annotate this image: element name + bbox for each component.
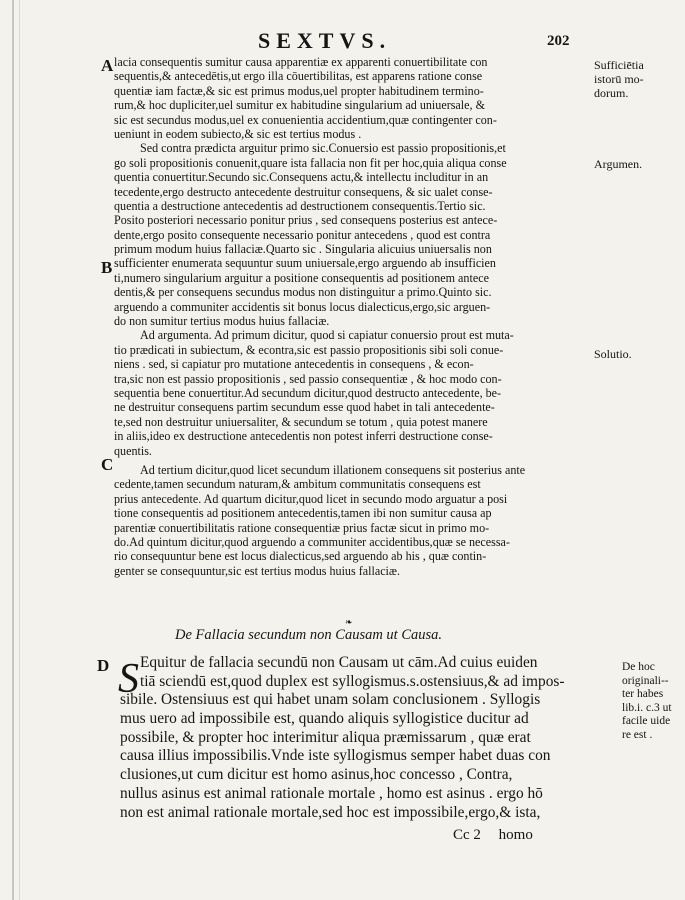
text-line: clusiones,ut cum dicitur est homo asinus,hoc concesso , Contra,: [120, 766, 513, 784]
second-text-column: [120, 654, 590, 822]
paragraph-argumenta-contra: [114, 141, 588, 328]
margin-note-line: Solutio.: [594, 347, 632, 361]
margin-note-line: Sufficiētia: [594, 58, 644, 72]
text-line: tio prædicati in subiectum, & econtra,sic est passio propositionis sibi soli conue-: [114, 342, 504, 357]
margin-note-de-hoc: [622, 661, 682, 743]
text-line: tecedente,ergo destructo antecedente destruitur consequens, & sic ualet conse-: [114, 184, 493, 199]
section-letter-c: C: [101, 455, 114, 474]
text-line: mus uero ad impossibile est, quando aliquis syllogistice ducitur ad: [120, 710, 529, 728]
margin-note-line: re est .: [622, 728, 653, 741]
paragraph-ad-tertium: [114, 463, 588, 578]
text-line: ne destruitur consequens partim secundum esse quod habet in tali antecedente-: [114, 400, 495, 415]
margin-note-line: Argumen.: [594, 157, 643, 171]
text-line: sequentia bene conuertitur.Ad secundum dicitur,quod destructo antecedente, be-: [114, 385, 502, 400]
text-line: prius antecedente. Ad quartum dicitur,quod licet in secundo modo arguatur a posi: [114, 491, 508, 506]
margin-note-line: lib.i. c.3 ut: [622, 701, 672, 714]
text-line: rum,& hoc dupliciter,uel sumitur ex habitudine singularium ad uniuersale, &: [114, 98, 485, 113]
text-line: dentis,& per consequens secundus modus non distinguitur a primo.Quinto sic.: [114, 285, 492, 300]
text-line: sic est secundus modus,uel ex conuenientia accidentium,quæ contingenter con-: [114, 112, 497, 127]
paragraph-causa-apparentiae: [114, 55, 588, 141]
section-heading: De Fallacia secundum non Causam ut Causa.: [175, 627, 443, 643]
fleuron-ornament: ❧: [345, 617, 353, 627]
text-line: do non sumitur tertius modus huius fallaciæ.: [114, 314, 330, 329]
text-line: dente,ergo posito consequente necessario ponitur antecedens , quod est contra: [114, 227, 491, 242]
text-line: sequentis,& antecedētis,ut ergo illa cōuertibilitas, est apparens ratione conse: [114, 69, 483, 84]
text-line: genter se consequuntur,sic est tertius modus huius fallaciæ.: [114, 563, 401, 578]
margin-note-line: originali--: [622, 674, 669, 687]
text-line: tiā sciendū est,quod duplex est syllogismus.s.ostensiuus,& ad impos-: [140, 672, 565, 690]
text-line: cedente,tamen secundum naturam,& ambitum communitatis consequens est: [114, 477, 481, 492]
section-letter-a: A: [101, 56, 114, 75]
text-line: go soli propositionis conuenit,quare ista fallacia non fit per hoc,quia aliqua conse: [114, 155, 507, 170]
margin-note-sufficientia: [594, 58, 644, 100]
text-line: arguendo a communiter accidentis sit bonus locus dialecticus,ergo,sic arguen-: [114, 299, 491, 314]
page-edge-rule: [12, 0, 14, 900]
margin-note-line: dorum.: [594, 86, 629, 100]
page-header: [0, 28, 685, 52]
text-line: Sed contra prædicta arguitur primo sic.Conuersio est passio propositionis,et: [140, 141, 506, 156]
margin-note-line: De hoc: [622, 661, 655, 673]
text-line: primum modum huius fallaciæ.Quarto sic . Singularia alicuius uniuersalis non: [114, 242, 492, 257]
text-line: non est animal rationale mortale,sed hoc est impossibile,ergo,& ista,: [120, 803, 541, 821]
text-line: quentia a destructione antecedentis ad destructionem consequentis.Tertio sic.: [114, 198, 486, 213]
text-line: ti,numero singularium arguitur a positione consequentis ad positionem antece: [114, 270, 489, 285]
text-line: te,sed non destruitur uniuersaliter, & secundum se totum , quia potest manere: [114, 414, 488, 429]
text-line: rio consequuntur bene est locus dialecticus,sed arguendo ab his , quæ contin-: [114, 549, 487, 564]
running-title: SEXTVS.: [258, 28, 392, 53]
margin-note-line: ter habes: [622, 688, 664, 701]
margin-note-argumen: [594, 157, 642, 171]
catchword: homo: [498, 827, 533, 843]
margin-note-line: istorū mo-: [594, 72, 644, 86]
paragraph-solutio: [114, 328, 588, 458]
margin-note-solutio: [594, 347, 632, 361]
text-line: sufficienter enumerata sequuntur suum uniuersale,ergo arguendo ab insufficien: [114, 256, 496, 271]
text-line: niens . sed, si capiatur pro mutatione antecedentis in consequens , & econ-: [114, 357, 474, 372]
text-line: possibile, & propter hoc interimitur aliqua præmissarum , quæ erat: [120, 728, 531, 746]
text-line: tione consequentis ad positionem antecedentis,tamen ibi non sumitur causa ap: [114, 506, 492, 521]
page-number: 202: [547, 33, 570, 49]
section-letter-b: B: [101, 258, 113, 277]
text-line: Ad argumenta. Ad primum dicitur, quod si capiatur conuersio prout est muta-: [140, 328, 514, 343]
text-line: ueniunt in eodem subiecto,& sic est tertius modus .: [114, 126, 362, 141]
text-line: do.Ad quintum dicitur,quod arguendo a communiter accidentibus,quæ se necessa-: [114, 534, 510, 549]
margin-note-line: facile uide: [622, 715, 671, 728]
text-line: quentiæ iam factæ,& sic est primus modus,uel propter habitudinem termino-: [114, 83, 484, 98]
text-line: quentia conuertitur.Secundo sic.Consequens actu,& intellectu includitur in an: [114, 170, 489, 185]
text-line: parentiæ conuertibilitatis ratione consequentiæ prius factæ sicut in primo mo-: [114, 520, 490, 535]
text-line: sibile. Ostensiuus est qui habet unam solam conclusionem . Syllogis: [120, 691, 541, 709]
text-line: lacia consequentis sumitur causa apparentiæ ex apparenti conuertibilitate con: [114, 55, 488, 69]
text-line: Ad tertium dicitur,quod licet secundum illationem consequens sit posterius ante: [140, 462, 526, 477]
main-text-column: [114, 55, 588, 578]
text-line: causa illius impossibilis.Vnde iste syllogismus semper habet duas con: [120, 747, 551, 765]
drop-cap: S: [118, 656, 139, 702]
page-edge-rule-inner: [19, 0, 20, 900]
signature-mark: Cc 2: [453, 827, 481, 843]
section-letter-d: D: [97, 656, 110, 675]
text-line: Posito posteriori necessario ponitur prius , sed consequens posterius est antece-: [114, 213, 498, 228]
text-line: Equitur de fallacia secundū non Causam ut cām.Ad cuius euiden: [140, 654, 538, 671]
text-line: in aliis,ideo ex destructione antecedentis non potest inferri destructione conse-: [114, 429, 493, 444]
text-line: nullus asinus est animal rationale mortale , homo est asinus . ergo hō: [120, 784, 543, 802]
text-line: quentis.: [114, 443, 152, 458]
catchline: [453, 827, 533, 844]
text-line: tra,sic non est passio propositionis , sed passio consequentiæ , & hoc modo con-: [114, 371, 502, 386]
